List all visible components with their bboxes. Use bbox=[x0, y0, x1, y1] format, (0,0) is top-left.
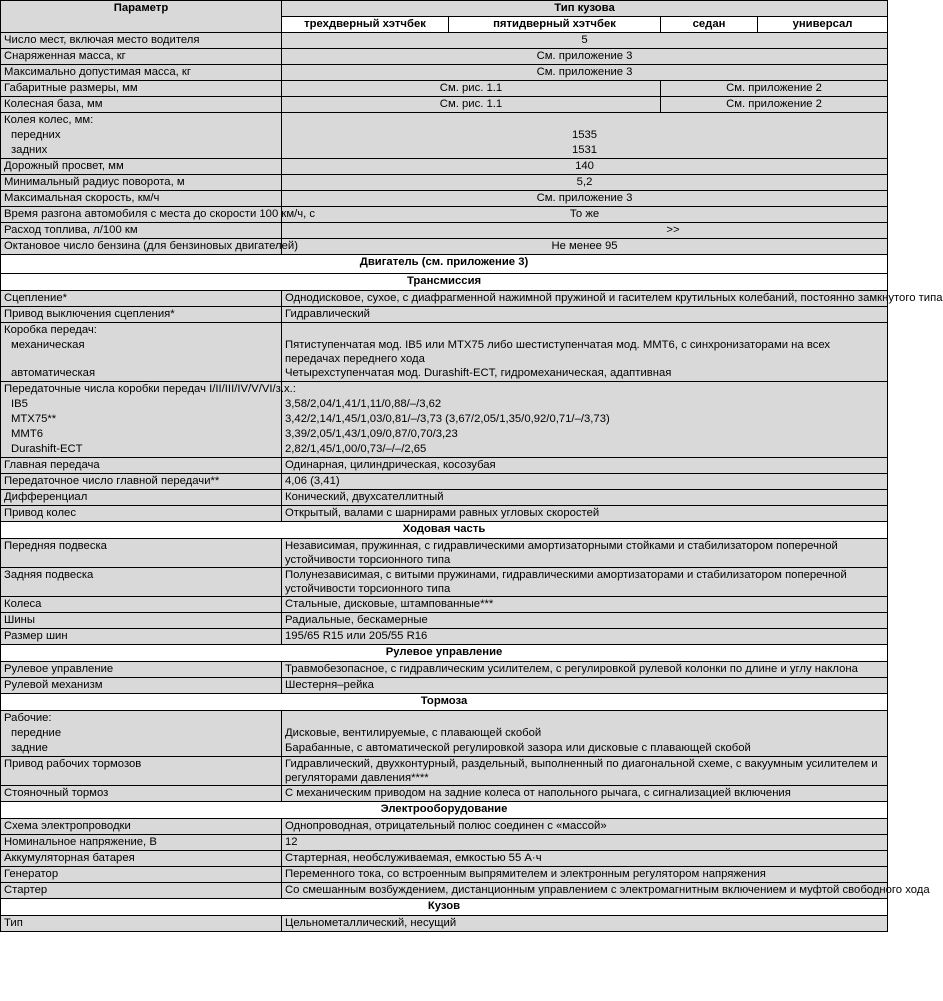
row-label: Число мест, включая место водителя bbox=[1, 33, 282, 49]
row-value: Со смешанным возбуждением, дистанционным управлением с электромагнитным включением и муфтой свободного хода bbox=[282, 883, 888, 899]
row-value: Однодисковое, сухое, с диафрагменной нажимной пружиной и гасителем крутильных колебаний, постоянно замкнутого типа bbox=[282, 291, 888, 307]
row-value: Гидравлический, двухконтурный, раздельный, выполненный по диагональной схеме, с вакуумным усилителем и регуляторами давления**** bbox=[282, 757, 888, 786]
row-label: Рулевое управление bbox=[1, 662, 282, 678]
row-label: Привод выключения сцепления* bbox=[1, 307, 282, 323]
row-value: Дисковые, вентилируемые, с плавающей скобой bbox=[282, 726, 888, 741]
row-value: Однопроводная, отрицательный полюс соединен с «массой» bbox=[282, 819, 888, 835]
header-param: Параметр bbox=[1, 1, 282, 33]
header-3door: трехдверный хэтчбек bbox=[282, 17, 449, 33]
row-label: Тип bbox=[1, 916, 282, 932]
row-value: 140 bbox=[282, 159, 888, 175]
row-value: Пятиступенчатая мод. IB5 или MTX75 либо шестиступенчатая мод. MMT6, с синхронизаторами на всех передачах переднего хода bbox=[282, 338, 888, 366]
row-value: 3,58/2,04/1,41/1,11/0,88/–/3,62 bbox=[282, 397, 888, 412]
row-label: Стартер bbox=[1, 883, 282, 899]
row-value: Четырехступенчатая мод. Durashift-ECT, гидромеханическая, адаптивная bbox=[282, 366, 888, 382]
row-value: Полунезависимая, с витыми пружинами, гидравлическими амортизаторами и стабилизатором поперечной устойчивости торсионного типа bbox=[282, 568, 888, 597]
header-wagon: универсал bbox=[758, 17, 888, 33]
row-value: Шестерня–рейка bbox=[282, 678, 888, 694]
row-label: MMT6 bbox=[1, 427, 282, 442]
row-value: 2,82/1,45/1,00/0,73/–/–/2,65 bbox=[282, 442, 888, 458]
row-value: Открытый, валами с шарнирами равных угловых скоростей bbox=[282, 506, 888, 522]
row-value: См. рис. 1.1 bbox=[282, 97, 661, 113]
row-value: 3,39/2,05/1,43/1,09/0,87/0,70/3,23 bbox=[282, 427, 888, 442]
row-label: Октановое число бензина (для бензиновых двигателей) bbox=[1, 239, 282, 255]
row-label: Колеса bbox=[1, 597, 282, 613]
row-label: Рабочие: bbox=[1, 711, 282, 727]
section-body: Кузов bbox=[1, 899, 888, 916]
row-label: Аккумуляторная батарея bbox=[1, 851, 282, 867]
row-value: Цельнометаллический, несущий bbox=[282, 916, 888, 932]
row-label: задних bbox=[1, 143, 282, 159]
row-label: Коробка передач: bbox=[1, 323, 282, 339]
row-value: Гидравлический bbox=[282, 307, 888, 323]
row-value: 4,06 (3,41) bbox=[282, 474, 888, 490]
row-label: Привод колес bbox=[1, 506, 282, 522]
row-label: Схема электропроводки bbox=[1, 819, 282, 835]
row-value: 5,2 bbox=[282, 175, 888, 191]
row-label: Время разгона автомобиля с места до скорости 100 км/ч, с bbox=[1, 207, 282, 223]
row-label: Максимально допустимая масса, кг bbox=[1, 65, 282, 81]
row-value: См. приложение 2 bbox=[661, 81, 888, 97]
row-value: Не менее 95 bbox=[282, 239, 888, 255]
row-label: передние bbox=[1, 726, 282, 741]
row-label: Стояночный тормоз bbox=[1, 786, 282, 802]
row-value: См. рис. 1.1 bbox=[282, 81, 661, 97]
row-value: См. приложение 3 bbox=[282, 191, 888, 207]
row-value: Барабанные, с автоматической регулировкой зазора или дисковые с плавающей скобой bbox=[282, 741, 888, 757]
row-label: Колесная база, мм bbox=[1, 97, 282, 113]
row-label: Шины bbox=[1, 613, 282, 629]
row-value: 195/65 R15 или 205/55 R16 bbox=[282, 629, 888, 645]
row-label: Передаточные числа коробки передач I/II/III/IV/V/VI/з.х.: bbox=[1, 382, 282, 398]
section-brakes: Тормоза bbox=[1, 694, 888, 711]
row-label: Минимальный радиус поворота, м bbox=[1, 175, 282, 191]
row-value: С механическим приводом на задние колеса от напольного рычага, с сигнализацией включения bbox=[282, 786, 888, 802]
row-value: Стальные, дисковые, штампованные*** bbox=[282, 597, 888, 613]
row-label: передних bbox=[1, 128, 282, 143]
row-label: Габаритные размеры, мм bbox=[1, 81, 282, 97]
section-engine: Двигатель (см. приложение 3) bbox=[1, 255, 888, 274]
header-body-type: Тип кузова bbox=[282, 1, 888, 17]
row-label: Снаряженная масса, кг bbox=[1, 49, 282, 65]
row-label: Дифференциал bbox=[1, 490, 282, 506]
row-label: Номинальное напряжение, В bbox=[1, 835, 282, 851]
row-value: 1535 bbox=[282, 128, 888, 143]
section-steering: Рулевое управление bbox=[1, 645, 888, 662]
header-sedan: седан bbox=[661, 17, 758, 33]
row-label: Размер шин bbox=[1, 629, 282, 645]
row-value: Конический, двухсателлитный bbox=[282, 490, 888, 506]
row-value: Травмобезопасное, с гидравлическим усилителем, с регулировкой рулевой колонки по длине и углу наклона bbox=[282, 662, 888, 678]
row-label: IB5 bbox=[1, 397, 282, 412]
row-label: Сцепление* bbox=[1, 291, 282, 307]
row-label: автоматическая bbox=[1, 366, 282, 382]
row-value: 3,42/2,14/1,45/1,03/0,81/–/3,73 (3,67/2,05/1,35/0,92/0,71/–/3,73) bbox=[282, 412, 888, 427]
row-label: Максимальная скорость, км/ч bbox=[1, 191, 282, 207]
row-label: Передняя подвеска bbox=[1, 539, 282, 568]
row-label: Задняя подвеска bbox=[1, 568, 282, 597]
row-value: Независимая, пружинная, с гидравлическими амортизаторными стойками и стабилизатором поперечной устойчивости торсионного типа bbox=[282, 539, 888, 568]
row-label: Дорожный просвет, мм bbox=[1, 159, 282, 175]
row-label: механическая bbox=[1, 338, 282, 366]
section-transmission: Трансмиссия bbox=[1, 274, 888, 291]
row-label: Расход топлива, л/100 км bbox=[1, 223, 282, 239]
row-label: Durashift-ECT bbox=[1, 442, 282, 458]
row-value: 5 bbox=[282, 33, 888, 49]
row-label: MTX75** bbox=[1, 412, 282, 427]
row-value: Одинарная, цилиндрическая, косозубая bbox=[282, 458, 888, 474]
row-label: Генератор bbox=[1, 867, 282, 883]
row-value: Радиальные, бескамерные bbox=[282, 613, 888, 629]
row-label: Передаточное число главной передачи** bbox=[1, 474, 282, 490]
row-label: задние bbox=[1, 741, 282, 757]
row-label: Рулевой механизм bbox=[1, 678, 282, 694]
row-value: См. приложение 3 bbox=[282, 49, 888, 65]
row-value: Переменного тока, со встроенным выпрямителем и электронным регулятором напряжения bbox=[282, 867, 888, 883]
row-label: Привод рабочих тормозов bbox=[1, 757, 282, 786]
row-value: То же bbox=[282, 207, 888, 223]
row-label: Колея колес, мм: bbox=[1, 113, 282, 129]
row-value: 12 bbox=[282, 835, 888, 851]
row-value: См. приложение 3 bbox=[282, 65, 888, 81]
section-chassis: Ходовая часть bbox=[1, 522, 888, 539]
row-label: Главная передача bbox=[1, 458, 282, 474]
row-value: >> bbox=[282, 223, 888, 239]
row-value: См. приложение 2 bbox=[661, 97, 888, 113]
row-value: 1531 bbox=[282, 143, 888, 159]
row-value: Стартерная, необслуживаемая, емкостью 55 А·ч bbox=[282, 851, 888, 867]
header-5door: пятидверный хэтчбек bbox=[449, 17, 661, 33]
section-electrical: Электрооборудование bbox=[1, 802, 888, 819]
